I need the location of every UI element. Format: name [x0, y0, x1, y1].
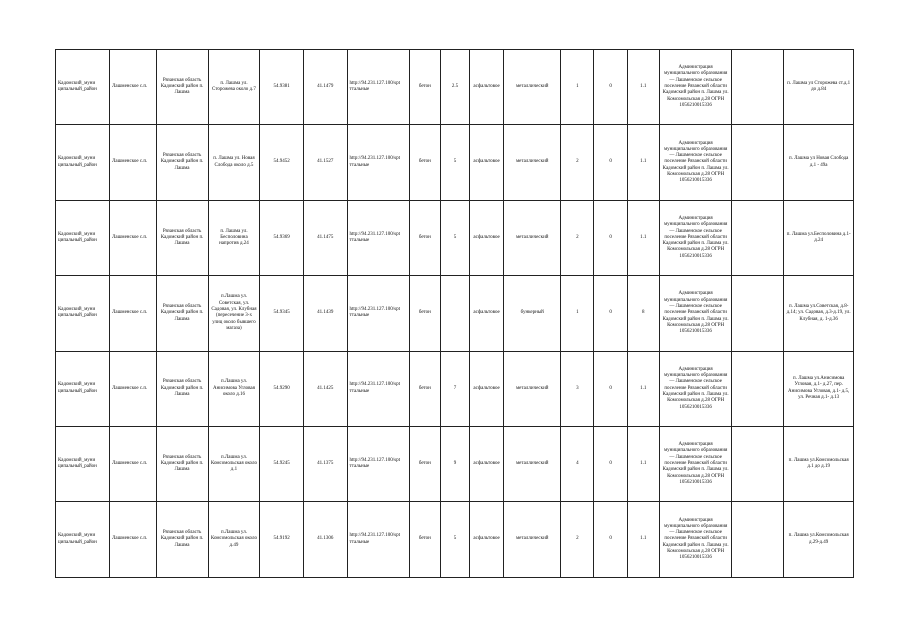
cell-owner: Администрация муниципального образования — Лашменское сельское поселение Рязанской области Кадомский район п. Лашма ул. Комсомольская д.28 ОГРН 1056210015336 [659, 351, 732, 426]
cell-lon: 41.1375 [303, 426, 347, 501]
cell-lat: 54.9192 [260, 502, 304, 577]
cell-lat: 54.9381 [260, 50, 304, 125]
cell-district: Кадомский_муни ципальный_район [56, 502, 110, 577]
cell-c1: 2 [561, 200, 594, 275]
cell-volume: 8 [627, 276, 659, 351]
cell-link[interactable]: http://94.231.127.100/spt ттальные [347, 426, 409, 501]
cell-surface: асфальтовое [469, 276, 503, 351]
cell-owner: Администрация муниципального образования — Лашменское сельское поселение Рязанской области Кадомский район п. Лашма ул. Комсомольская д.28 ОГРН 1056210015336 [659, 200, 732, 275]
cell-surface: асфальтовое [469, 351, 503, 426]
cell-district: Кадомский_муни ципальный_район [56, 50, 110, 125]
cell-surface: асфальтовое [469, 125, 503, 200]
cell-c1: 2 [561, 502, 594, 577]
cell-mark: бетон [409, 351, 440, 426]
cell-empty [732, 200, 784, 275]
cell-mark: бетон [409, 276, 440, 351]
cell-enclosure: бункерный [504, 276, 561, 351]
cell-area: 5 [440, 502, 469, 577]
cell-settlement: Лашменское с.п. [109, 276, 156, 351]
cell-c1: 2 [561, 125, 594, 200]
cell-lon: 41.1479 [303, 50, 347, 125]
cell-empty [732, 426, 784, 501]
cell-enclosure: металлический [504, 351, 561, 426]
cell-address: п. Лашма ул. Бесполовина напротив д.24 [208, 200, 260, 275]
cell-settlement: Лашменское с.п. [109, 502, 156, 577]
cell-link[interactable]: http://94.231.127.100/spt ттальные [347, 502, 409, 577]
cell-enclosure: металлический [504, 426, 561, 501]
cell-area: 5 [440, 200, 469, 275]
cell-c2: 0 [594, 502, 627, 577]
cell-served: п. Лашма ул Сторожева ст.д.1 до д.84 [784, 50, 854, 125]
table-row [56, 50, 854, 125]
cell-region_block: Рязанская область Кадомский район п. Лашма [156, 276, 208, 351]
cell-area: 5 [440, 125, 469, 200]
cell-region_block: Рязанская область Кадомский район п. Лашма [156, 502, 208, 577]
table-row [56, 502, 854, 577]
cell-volume: 1.1 [627, 50, 659, 125]
cell-enclosure: металлический [504, 200, 561, 275]
cell-address: п.Лашма ул. Анисимова Угловая около д.16 [208, 351, 260, 426]
cell-lon: 41.1306 [303, 502, 347, 577]
cell-district: Кадомский_муни ципальный_район [56, 125, 110, 200]
cell-lat: 54.9290 [260, 351, 304, 426]
cell-region_block: Рязанская область Кадомский район п. Лашма [156, 50, 208, 125]
cell-address: п. Лашма ул. Новая Слобода около д.5 [208, 125, 260, 200]
cell-settlement: Лашменское с.п. [109, 125, 156, 200]
cell-volume: 1.1 [627, 426, 659, 501]
cell-district: Кадомский_муни ципальный_район [56, 351, 110, 426]
cell-c1: 1 [561, 276, 594, 351]
cell-district: Кадомский_муни ципальный_район [56, 426, 110, 501]
cell-owner: Администрация муниципального образования — Лашменское сельское поселение Рязанской области Кадомский район п. Лашма ул. Комсомольская д.28 ОГРН 1056210015336 [659, 125, 732, 200]
cell-volume: 1.1 [627, 200, 659, 275]
cell-area: 7 [440, 351, 469, 426]
cell-surface: асфальтовое [469, 50, 503, 125]
cell-link[interactable]: http://94.231.127.100/spt ттальные [347, 50, 409, 125]
registry-body [56, 50, 854, 578]
cell-lon: 41.1527 [303, 125, 347, 200]
cell-lon: 41.1425 [303, 351, 347, 426]
cell-served: п. Лашма ул.Анисимова Угловая, д.1- д.27, пер. Анисимова Угловая, д.1- д.5, ул. Речная д.1- д.13 [784, 351, 854, 426]
cell-c2: 0 [594, 426, 627, 501]
cell-link[interactable]: http://94.231.127.100/spt ттальные [347, 200, 409, 275]
cell-link[interactable]: http://94.231.127.100/spt ттальные [347, 125, 409, 200]
cell-enclosure: металлический [504, 125, 561, 200]
cell-empty [732, 125, 784, 200]
cell-lon: 41.1475 [303, 200, 347, 275]
cell-owner: Администрация муниципального образования — Лашменское сельское поселение Рязанской области Кадомский район п. Лашма ул. Комсомольская д.28 ОГРН 1056210015336 [659, 502, 732, 577]
cell-region_block: Рязанская область Кадомский район п. Лашма [156, 351, 208, 426]
cell-region_block: Рязанская область Кадомский район п. Лашма [156, 426, 208, 501]
registry-table [55, 49, 854, 578]
cell-mark: бетон [409, 502, 440, 577]
cell-area: 2.5 [440, 50, 469, 125]
cell-lat: 54.9452 [260, 125, 304, 200]
cell-served: п. Лашма ул.Комсомольская д.29-д.49 [784, 502, 854, 577]
table-row [56, 426, 854, 501]
cell-c2: 0 [594, 125, 627, 200]
cell-enclosure: металлический [504, 502, 561, 577]
cell-region_block: Рязанская область Кадомский район п. Лашма [156, 200, 208, 275]
cell-surface: асфальтовое [469, 426, 503, 501]
cell-c2: 0 [594, 351, 627, 426]
cell-owner: Администрация муниципального образования — Лашменское сельское поселение Рязанской области Кадомский район п. Лашма ул. Комсомольская д.28 ОГРН 1056210015336 [659, 276, 732, 351]
cell-c2: 0 [594, 276, 627, 351]
cell-area: 9 [440, 426, 469, 501]
cell-address: п.Лашма ул. Комсомольская около д.1 [208, 426, 260, 501]
cell-enclosure: металлический [504, 50, 561, 125]
cell-empty [732, 502, 784, 577]
cell-settlement: Лашменское с.п. [109, 200, 156, 275]
cell-link[interactable]: http://94.231.127.100/spt ттальные [347, 351, 409, 426]
cell-mark: бетон [409, 50, 440, 125]
cell-district: Кадомский_муни ципальный_район [56, 276, 110, 351]
cell-surface: асфальтовое [469, 502, 503, 577]
table-row [56, 276, 854, 351]
cell-served: п. Лашма ул.Советская, д.8- д.14; ул. Садовая, д.3-д.19, ул. Клубная, д. 1-д.36 [784, 276, 854, 351]
cell-address: п.Лашма ул. Советская, ул. Садовая, ул. Клубная (пересечение 3-х улиц около бывшего магаза) [208, 276, 260, 351]
cell-settlement: Лашменское с.п. [109, 351, 156, 426]
cell-address: п.Лашма ул. Комсомольская около д.49 [208, 502, 260, 577]
cell-empty [732, 50, 784, 125]
cell-empty [732, 276, 784, 351]
cell-served: п. Лашма ул Новая Слобода д.1 - 49а [784, 125, 854, 200]
cell-settlement: Лашменское с.п. [109, 426, 156, 501]
cell-c2: 0 [594, 200, 627, 275]
cell-lat: 54.9345 [260, 276, 304, 351]
cell-owner: Администрация муниципального образования — Лашменское сельское поселение Рязанской области Кадомский район п. Лашма ул. Комсомольская д.28 ОГРН 1056210015336 [659, 50, 732, 125]
cell-surface: асфальтовое [469, 200, 503, 275]
cell-c1: 3 [561, 351, 594, 426]
cell-c1: 4 [561, 426, 594, 501]
cell-lat: 54.9245 [260, 426, 304, 501]
cell-empty [732, 351, 784, 426]
cell-settlement: Лашменское с.п. [109, 50, 156, 125]
cell-volume: 1.1 [627, 125, 659, 200]
cell-lon: 41.1439 [303, 276, 347, 351]
table-row [56, 125, 854, 200]
cell-district: Кадомский_муни ципальный_район [56, 200, 110, 275]
cell-c2: 0 [594, 50, 627, 125]
cell-lat: 54.9369 [260, 200, 304, 275]
cell-served: п. Лашма ул.Комсомольская д.1 до д.19 [784, 426, 854, 501]
cell-address: п. Лашма ул. Сторожева около д.7 [208, 50, 260, 125]
cell-region_block: Рязанская область Кадомский район п. Лашма [156, 125, 208, 200]
cell-volume: 1.1 [627, 351, 659, 426]
cell-area [440, 276, 469, 351]
table-row [56, 351, 854, 426]
cell-c1: 1 [561, 50, 594, 125]
cell-served: п. Лашма ул.Бесполовина д.1- д.24 [784, 200, 854, 275]
cell-owner: Администрация муниципального образования — Лашменское сельское поселение Рязанской области Кадомский район п. Лашма ул. Комсомольская д.28 ОГРН 1056210015336 [659, 426, 732, 501]
cell-mark: бетон [409, 426, 440, 501]
table-row [56, 200, 854, 275]
cell-volume: 1.1 [627, 502, 659, 577]
cell-mark: бетон [409, 200, 440, 275]
cell-link[interactable]: http://94.231.127.100/spt ттальные [347, 276, 409, 351]
cell-mark: бетон [409, 125, 440, 200]
